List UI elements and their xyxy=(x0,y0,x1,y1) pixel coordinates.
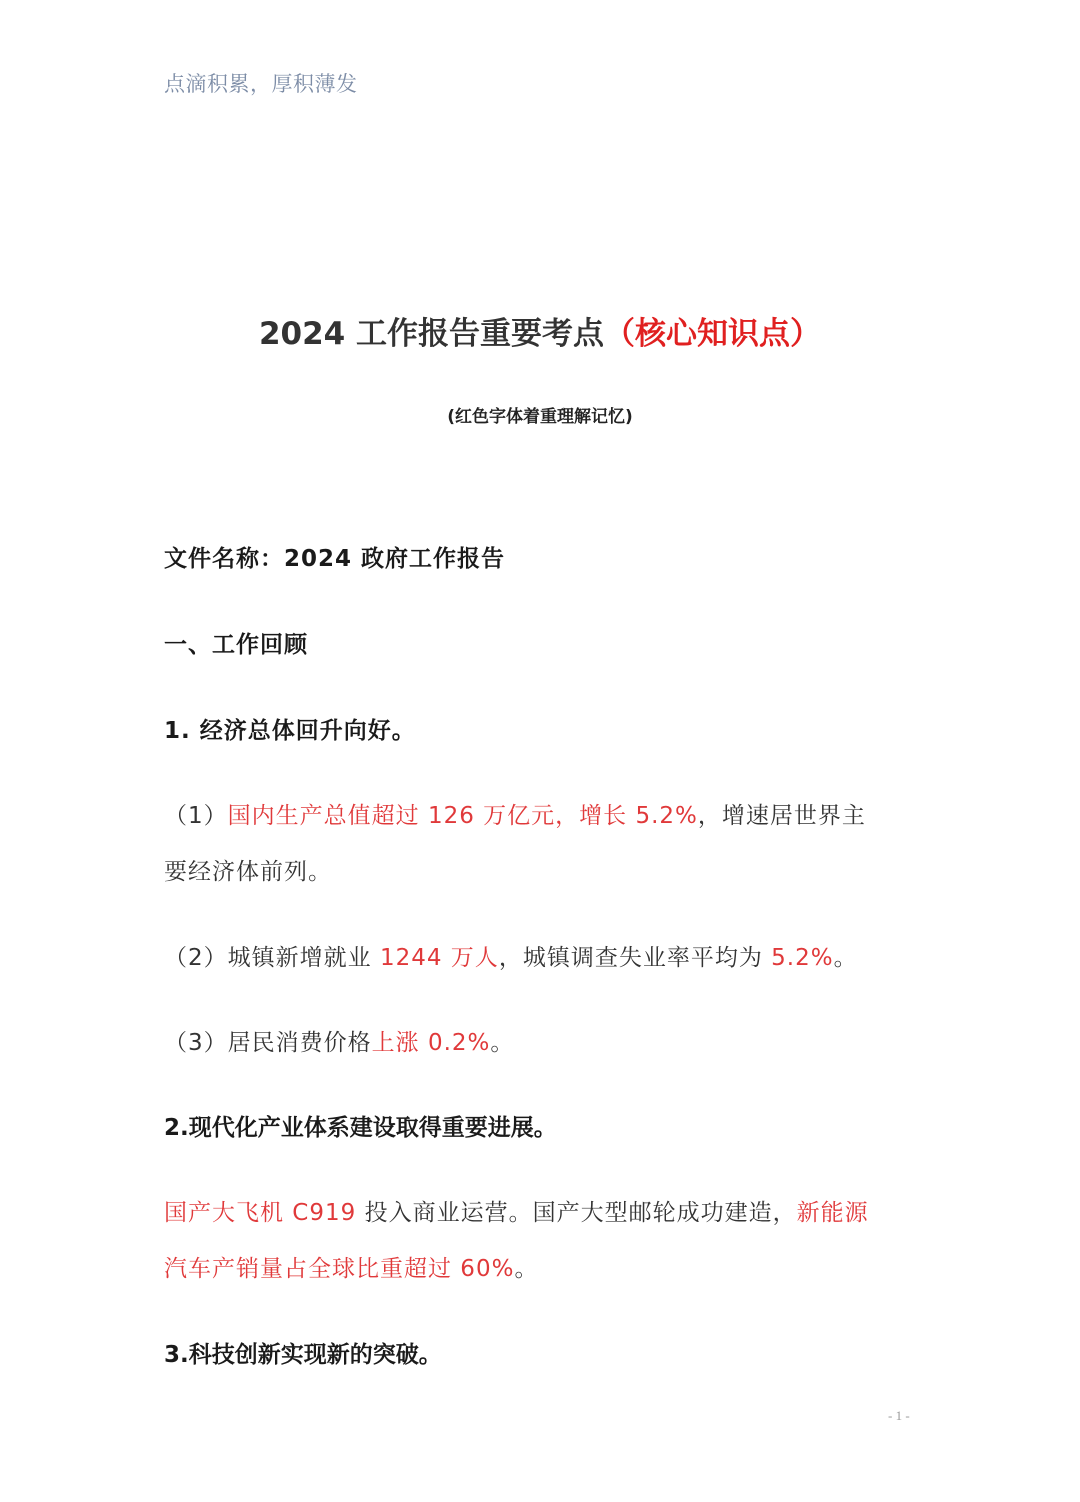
item-prefix: （2） xyxy=(164,945,228,971)
highlight-text: 新能源 xyxy=(796,1200,869,1226)
file-name-label: 文件名称：2024 政府工作报告 xyxy=(164,546,506,572)
highlight-text: 5.2% xyxy=(771,945,834,971)
highlight-text: 国内生产总值超过 126 万亿元，增长 5.2% xyxy=(227,803,698,829)
item-prefix: （1） xyxy=(164,803,228,829)
section-heading-work-review: 一、工作回顾 xyxy=(164,632,308,658)
point-3-heading: 3.科技创新实现新的突破。 xyxy=(164,1342,442,1368)
highlight-text: 上涨 0.2% xyxy=(371,1030,491,1056)
highlight-text: 1244 万人 xyxy=(379,945,499,971)
point-1-item-1-line-2: 要经济体前列。 xyxy=(164,859,332,885)
point-1-item-3 xyxy=(164,1024,514,1057)
title-highlight: （核心知识点） xyxy=(604,316,822,352)
document-subtitle: (红色字体着重理解记忆) xyxy=(447,407,633,427)
point-1-item-1 xyxy=(164,797,866,830)
body-text: ，增速居世界主 xyxy=(697,803,866,829)
body-text: 居民消费价格 xyxy=(227,1030,372,1056)
header-slogan: 点滴积累，厚积薄发 xyxy=(164,72,358,96)
body-text: 投入商业运营。国产大型邮轮成功建造， xyxy=(356,1200,797,1226)
body-text: ，城镇调查失业率平均为 xyxy=(498,945,772,971)
body-text: 。 xyxy=(833,945,858,971)
document-title xyxy=(0,308,1080,353)
title-main: 2024 工作报告重要考点 xyxy=(258,316,605,352)
highlight-text: 国产大飞机 C919 xyxy=(164,1200,357,1226)
body-text: 。 xyxy=(514,1256,539,1282)
point-2-line-1 xyxy=(164,1194,869,1227)
point-1-heading: 1. 经济总体回升向好。 xyxy=(164,718,416,744)
point-2-line-2 xyxy=(164,1250,538,1283)
point-2-heading: 2.现代化产业体系建设取得重要进展。 xyxy=(164,1115,557,1141)
page-number: - 1 - xyxy=(888,1408,910,1423)
point-1-item-2 xyxy=(164,939,858,972)
body-text: 。 xyxy=(490,1030,515,1056)
body-text: 城镇新增就业 xyxy=(227,945,380,971)
highlight-text: 汽车产销量占全球比重超过 60% xyxy=(164,1256,515,1282)
item-prefix: （3） xyxy=(164,1030,228,1056)
